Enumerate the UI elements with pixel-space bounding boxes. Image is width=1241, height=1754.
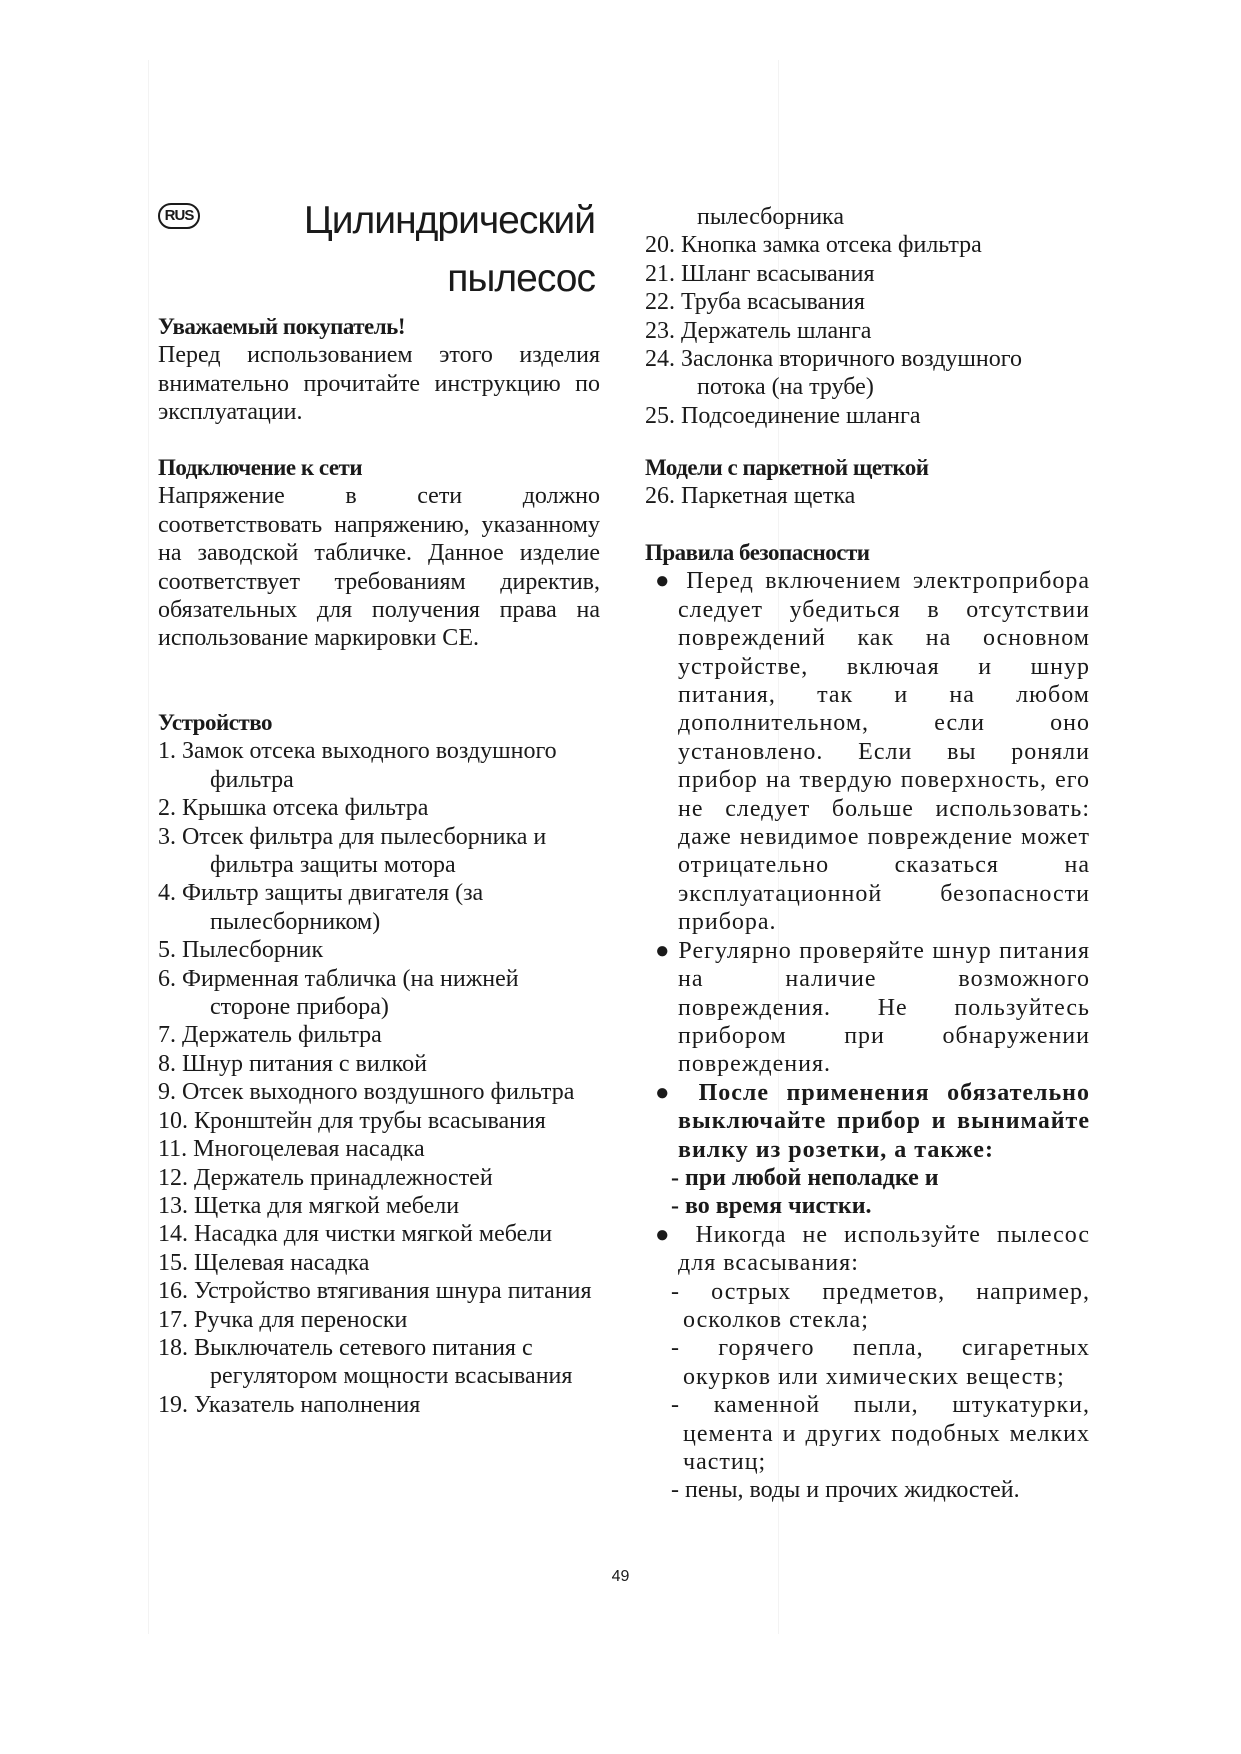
safety-sub-item: - горячего пепла, сигаретных окурков или химических веществ; bbox=[671, 1335, 1090, 1390]
bullet-text: После применения обязательно выключайте прибор и вынимайте вилку из розетки, а также: bbox=[678, 1079, 1091, 1163]
safety-sub-item: - во время чистки. bbox=[671, 1193, 872, 1220]
list-item: 12. Держатель принадлежностей bbox=[158, 1164, 493, 1191]
page-number: 49 bbox=[611, 1568, 630, 1585]
dear-customer-section bbox=[158, 313, 600, 427]
bullet-icon: ● bbox=[655, 568, 675, 595]
list-item: 18. Выключатель сетевого питания с регулятором мощности всасывания bbox=[158, 1334, 573, 1390]
parquet-item: 26. Паркетная щетка bbox=[645, 483, 856, 510]
device-section bbox=[158, 709, 600, 1419]
device-list-2 bbox=[645, 231, 1090, 430]
list-item: 11. Многоцелевая насадка bbox=[158, 1136, 425, 1163]
safety-sub-item: - пены, воды и прочих жидкостей. bbox=[671, 1477, 1020, 1504]
list-item: 10. Кронштейн для трубы всасывания bbox=[158, 1107, 546, 1134]
bullet-icon: ● bbox=[655, 937, 671, 964]
safety-bullet-1 bbox=[645, 567, 1090, 936]
safety-heading: Правила безопасности bbox=[645, 540, 870, 565]
list-item: 8. Шнур питания с вилкой bbox=[158, 1050, 427, 1077]
list-item: 2. Крышка отсека фильтра bbox=[158, 795, 429, 822]
list-item: 1. Замок отсека выходного воздушного фильтра bbox=[158, 738, 557, 793]
page-title bbox=[250, 192, 595, 308]
safety-bullet-4 bbox=[645, 1221, 1090, 1278]
list-item: 19. Указатель наполнения bbox=[158, 1391, 421, 1418]
title-line-2: пылесос bbox=[447, 257, 595, 300]
list-item: 4. Фильтр защиты двигателя (за пылесборником) bbox=[158, 880, 484, 935]
list-item: 15. Щелевая насадка bbox=[158, 1249, 370, 1276]
list-item: 14. Насадка для чистки мягкой мебели bbox=[158, 1221, 553, 1248]
bullet-icon: ● bbox=[655, 1221, 680, 1248]
dear-customer-text: Перед использованием этого изделия внимательно прочитайте инструкцию по эксплуатации. bbox=[158, 342, 600, 426]
list-item: 7. Держатель фильтра bbox=[158, 1022, 382, 1049]
device-heading: Устройство bbox=[158, 710, 272, 735]
bullet-text: Никогда не используйте пылесос для всасывания: bbox=[678, 1221, 1090, 1277]
list-item: 13. Щетка для мягкой мебели bbox=[158, 1192, 460, 1219]
list-item: 5. Пылесборник bbox=[158, 937, 324, 964]
safety-bullet-3 bbox=[645, 1079, 1090, 1164]
title-line-1: Цилиндрический bbox=[303, 199, 595, 242]
dear-customer-heading: Уважаемый покупатель! bbox=[158, 314, 405, 339]
bullet-text: Перед включением электроприбора следует убедиться в отсутствии повреждений как на основном устройстве, включая и шнур питания, так и на любом дополнительном, если оно установлено. Если вы роняли прибор на твердую поверхность, его не следует больше использовать: даже невидимое повреждение может отрицательно сказаться на эксплуатационной безопасности прибора. bbox=[678, 568, 1090, 936]
list-item: 25. Подсоединение шланга bbox=[645, 402, 921, 429]
mains-section bbox=[158, 454, 600, 653]
language-badge: RUS bbox=[158, 203, 200, 229]
mains-text: Напряжение в сети должно соответствовать напряжению, указанному на заводской табличке. Данное изделие соответствует требованиям директив, обязательных для получения права на использование маркировки CE. bbox=[158, 483, 600, 652]
list-item: 23. Держатель шланга bbox=[645, 317, 872, 344]
parquet-section bbox=[645, 454, 1090, 511]
list-item: 9. Отсек выходного воздушного фильтра bbox=[158, 1079, 575, 1106]
safety-sub-item: - каменной пыли, штукатурки, цемента и других подобных мелких частиц; bbox=[671, 1392, 1090, 1475]
bullet-icon: ● bbox=[655, 1079, 682, 1106]
bullet-text: Регулярно проверяйте шнур питания на наличие возможного повреждения. Не пользуйтесь прибором при обнаружении повреждения. bbox=[678, 937, 1091, 1078]
list-item: 22. Труба всасывания bbox=[645, 289, 865, 316]
list-item: 3. Отсек фильтра для пылесборника и фильтра защиты мотора bbox=[158, 823, 547, 879]
device-list-continued bbox=[645, 203, 1090, 430]
safety-sub-item: - при любой неполадке и bbox=[671, 1164, 939, 1191]
list-item: 21. Шланг всасывания bbox=[645, 260, 875, 287]
list-item: 16. Устройство втягивания шнура питания bbox=[158, 1278, 592, 1305]
list-item: 20. Кнопка замка отсека фильтра bbox=[645, 232, 982, 259]
safety-bullet-2 bbox=[645, 937, 1090, 1079]
list-item: 17. Ручка для переноски bbox=[158, 1306, 408, 1333]
list-item: 6. Фирменная табличка (на нижней стороне прибора) bbox=[158, 965, 519, 1021]
safety-sub-item: - острых предметов, например, осколков стекла; bbox=[671, 1278, 1090, 1333]
parquet-heading: Модели с паркетной щеткой bbox=[645, 455, 929, 480]
device-list bbox=[158, 737, 600, 1419]
safety-section bbox=[645, 539, 1090, 1505]
list-item: 24. Заслонка вторичного воздушного потока (на трубе) bbox=[645, 346, 1023, 401]
mains-heading: Подключение к сети bbox=[158, 455, 363, 480]
list-item-continued: пылесборника bbox=[697, 204, 844, 230]
